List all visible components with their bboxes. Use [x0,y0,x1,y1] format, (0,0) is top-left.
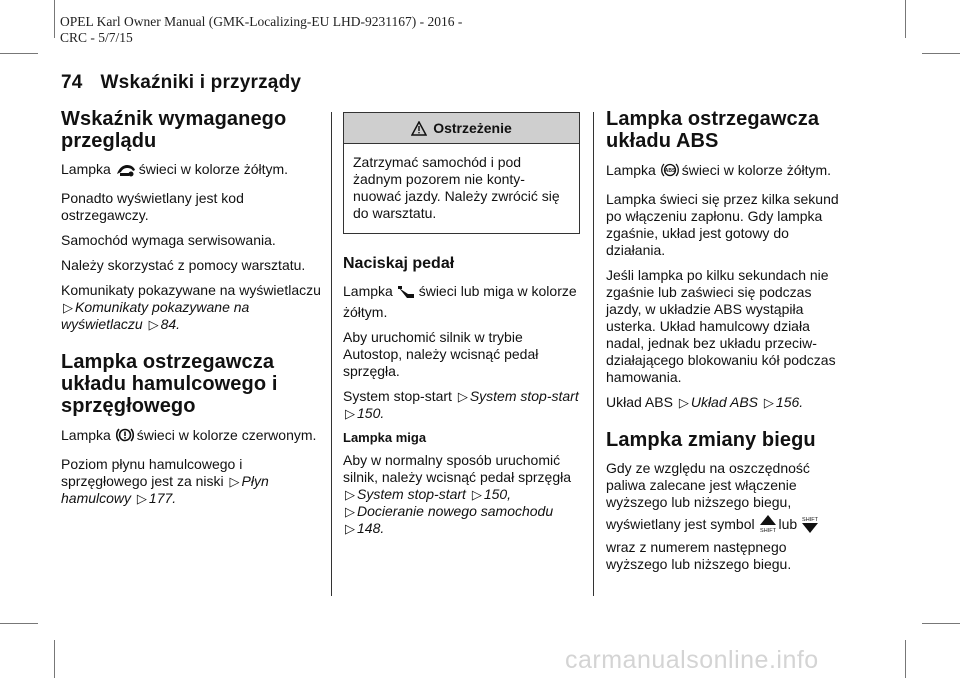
page-reference-arrow-icon: ▷ [136,491,147,506]
warning-title: Ostrzeżenie [433,120,512,136]
shift-up-icon [760,515,776,537]
brake-warning-icon [116,426,134,448]
paragraph: Gdy ze względu na oszczędność paliwa zalecane jest włączenie wyższego lub niższego biegu, [606,460,810,510]
column-divider [593,112,594,596]
crop-mark [905,640,906,678]
crop-mark [54,0,55,38]
print-header [60,14,660,46]
paragraph: Aby w normalny sposób uruchomić silnik, należy wcisnąć pedał sprzęgła ▷ System stop-start ▷ 150, ▷ Docieranie nowego samochodu ▷ 148. [343,452,571,536]
page-title: Wskaźniki i przyrządy [100,72,302,93]
section-heading: Lampka ostrzegawcza układu ABS [606,108,820,152]
cross-reference-arrow-icon: ▷ [345,504,355,519]
paragraph: Samochód wymaga serwisowania. [61,232,276,248]
page-reference[interactable]: 177 [148,490,173,506]
paragraph: Jeśli lampka po kilku sekundach nie zgaśnie lub zaświeci się podczas jazdy, w układzie ABS wystąpiła usterka. Układ hamulcowy działa nadal, jednak bez układu przeciw- działającego blokowaniu kół podczas hamowania. [606,267,836,385]
page-reference-arrow-icon: ▷ [345,521,355,536]
column-divider [331,112,332,596]
warning-box-header [344,113,579,144]
page-reference-arrow-icon: ▷ [763,395,774,410]
section-heading: Wskaźnik wymaganego przeglądu [61,108,287,152]
page-reference-arrow-icon: ▷ [148,317,159,332]
paragraph: Aby uruchomić silnik w trybie Autostop, należy wcisnąć pedał sprzęgła. [343,329,539,379]
cross-reference-arrow-icon: ▷ [678,395,689,410]
cross-reference-arrow-icon: ▷ [63,300,73,315]
crop-mark [54,640,55,678]
cross-reference-arrow-icon: ▷ [457,389,468,404]
paragraph: Lampka świeci lub miga w kolorze żółtym. [343,283,577,320]
warning-triangle-icon [411,121,427,136]
watermark: carmanualsonline.info [565,646,819,674]
svg-text:SHIFT: SHIFT [759,528,776,533]
page-reference[interactable]: 148 [357,520,381,536]
cross-reference-link[interactable]: Docieranie nowego samochodu [357,503,554,519]
column-2 [343,112,580,545]
cross-reference-link[interactable]: Komunikaty pokazywane na wyświetlaczu [61,299,250,332]
cross-reference-arrow-icon: ▷ [229,474,240,489]
cross-reference-link[interactable]: Układ ABS [690,394,759,410]
print-header-line1: OPEL Karl Owner Manual (GMK-Localizing-EU LHD-9231167) - 2016 - [60,14,463,29]
print-header-line2: CRC - 5/7/15 [60,30,133,45]
clutch-pedal-icon [398,286,416,304]
paragraph: Należy skorzystać z pomocy warsztatu. [61,257,306,273]
wrench-car-icon [116,162,136,182]
paragraph: wraz z numerem następnego wyższego lub niższego biegu. [606,539,792,572]
column-3 [606,108,846,581]
section-heading: Lampka ostrzegawcza układu hamulcowego i sprzęgłowego [61,351,278,417]
paragraph: Komunikaty pokazywane na wyświetlaczu ▷ Komunikaty pokazywane na wyświetlaczu ▷ 84. [61,282,321,332]
page-reference[interactable]: 150 [483,486,508,502]
paragraph: Lampka świeci się przez kilka sekund po włączeniu zapłonu. Gdy lampka zgaśnie, układ jest gotowy do działania. [606,191,839,258]
cross-reference-link[interactable]: System stop-start [469,388,579,404]
crop-mark [0,53,38,54]
paragraph: Lampka ABS świeci w kolorze żółtym. [606,161,846,183]
section-heading: Naciskaj pedał [343,255,455,272]
abs-icon [661,161,679,183]
paragraph: System stop-start ▷ System stop-start ▷ 150. [343,388,579,421]
page-reference[interactable]: 84 [160,316,177,332]
section-heading: Lampka zmiany biegu [606,429,816,451]
paragraph: Ponadto wyświetlany jest kod ostrzegawczy. [61,190,244,223]
page-reference[interactable]: 150 [357,405,381,421]
paragraph: Lampka świeci w kolorze czerwonym. [61,426,321,448]
svg-text:ABS: ABS [664,168,675,174]
warning-text: Zatrzymać samochód i pod żadnym pozorem nie konty- nuować jazdy. Należy zwrócić się do warsztatu. [353,154,560,221]
crop-mark [0,623,38,624]
cross-reference-link[interactable]: Płyn hamulcowy [61,473,269,506]
shift-down-icon [802,515,818,537]
crop-mark [905,0,906,38]
page-heading [61,72,301,94]
paragraph: wyświetlany jest symbol SHIFT lub SHIFT [606,515,846,537]
svg-text:SHIFT: SHIFT [802,517,819,523]
warning-box [343,112,580,234]
cross-reference-link[interactable]: System stop-start [357,486,466,502]
crop-mark [922,53,960,54]
page-reference[interactable]: 156 [775,394,800,410]
page-reference-arrow-icon: ▷ [471,487,482,502]
cross-reference-arrow-icon: ▷ [345,487,355,502]
crop-mark [922,623,960,624]
column-1 [61,108,321,515]
page-number: 74 [61,72,83,93]
paragraph: Układ ABS ▷ Układ ABS ▷ 156. [606,394,804,410]
page-reference-arrow-icon: ▷ [345,406,355,421]
paragraph: Poziom płynu hamulcowego i sprzęgłowego jest za niski ▷ Płyn hamulcowy ▷ 177. [61,456,269,506]
subsection-heading: Lampka miga [343,430,427,445]
paragraph: Lampka świeci w kolorze żółtym. [61,161,321,182]
